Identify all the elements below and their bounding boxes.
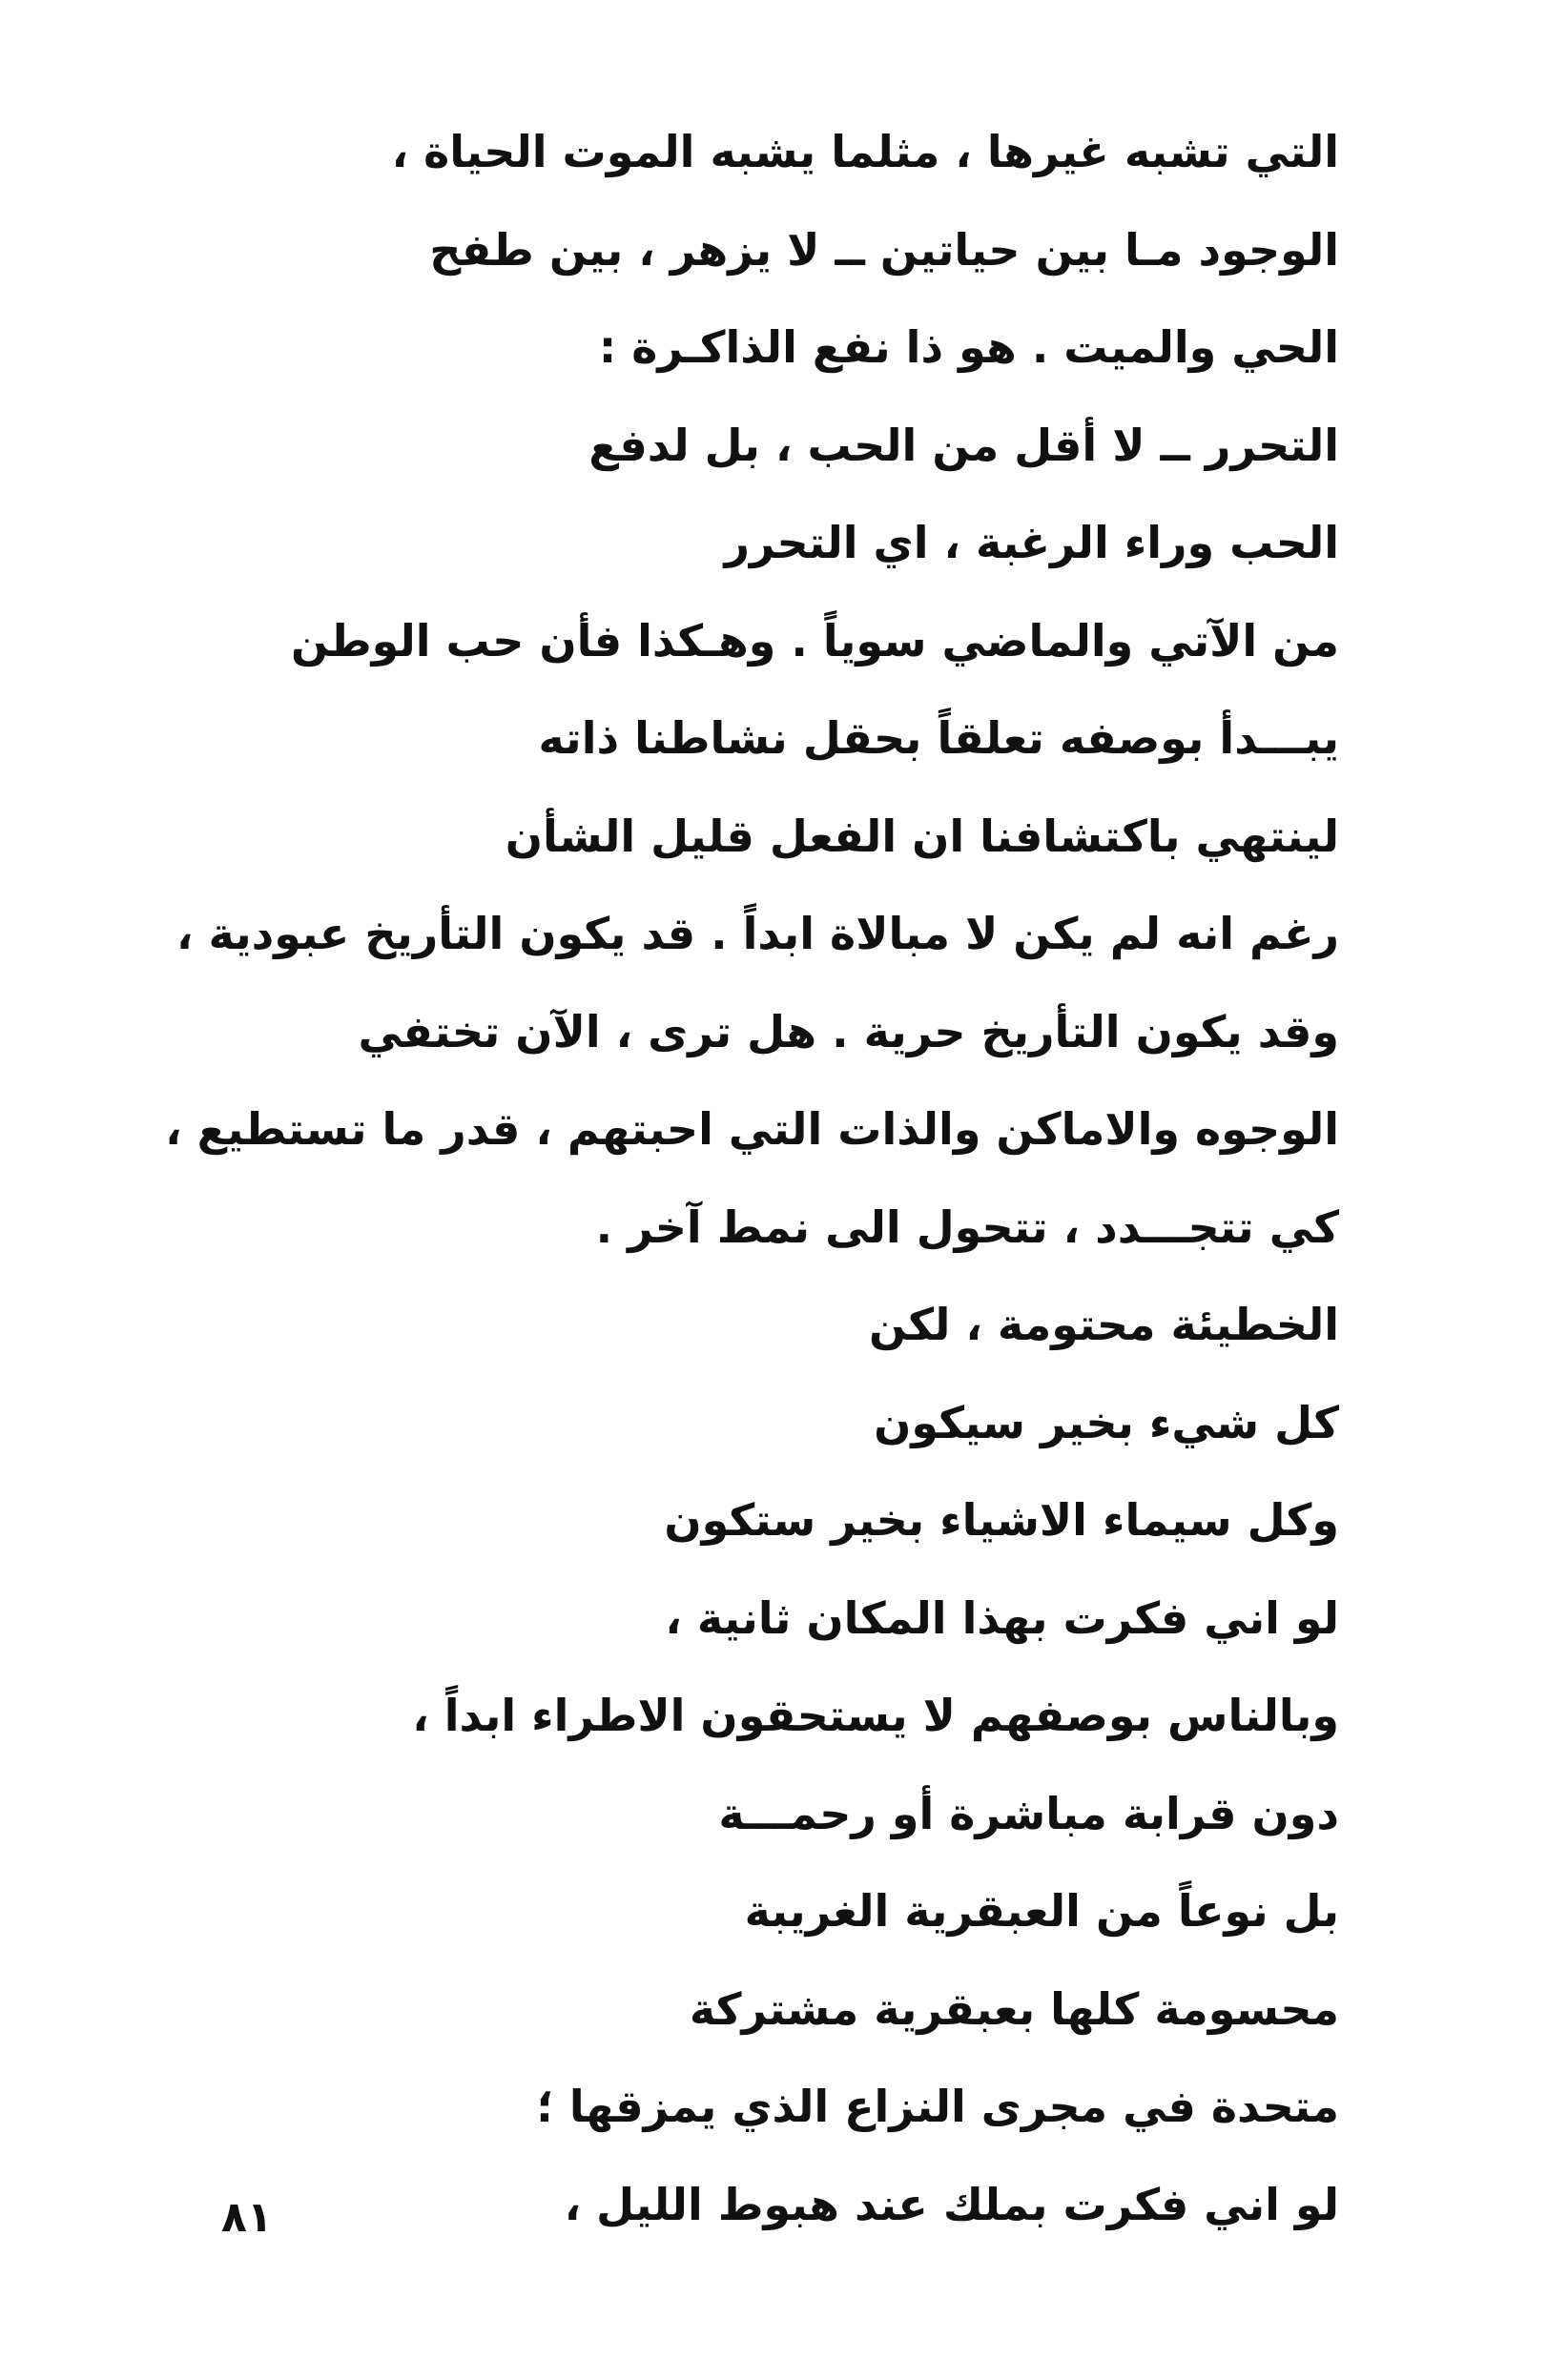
- poem-line: بل نوعاً من العبقرية الغريبة: [744, 1885, 1339, 1937]
- poem-line: محسومة كلها بعبقرية مشتركة: [689, 1982, 1339, 2035]
- poem-line: التحرر ــ لا أقل من الحب ، بل لدفع: [588, 419, 1339, 471]
- poem-line: من الآتي والماضي سوياً . وهـكذا فأن حب الوطن: [290, 614, 1339, 667]
- poem-line: دون قرابة مباشرة أو رحمـــة: [718, 1787, 1339, 1839]
- poem-line: وقد يكون التأريخ حرية . هل ترى ، الآن تختفي: [358, 1005, 1339, 1057]
- poem-line: لينتهي باكتشافنا ان الفعل قليل الشأن: [505, 810, 1339, 862]
- poem-line: يبـــدأ بوصفه تعلقاً بحقل نشاطنا ذاته: [538, 712, 1339, 764]
- poem-line: الوجوه والاماكن والذات التي احبتهم ، قدر ما تستطيع ،: [165, 1103, 1339, 1155]
- poem-line: الخطيئة محتومة ، لكن: [868, 1299, 1339, 1350]
- poem-line: الوجود مـا بين حياتين ــ لا يزهر ، بين طفح: [429, 223, 1339, 276]
- page-number: ٨١: [221, 2193, 273, 2242]
- poem-line: وبالناس بوصفهم لا يستحقون الاطراء ابداً ،: [412, 1690, 1339, 1741]
- poem-line: الحب وراء الرغبة ، اي التحرر: [724, 517, 1339, 568]
- poem-text: [165, 103, 1339, 2253]
- poem-line: لو اني فكرت بهذا المكان ثانية ،: [665, 1591, 1339, 1644]
- poem-line: كي تتجـــدد ، تتحول الى نمط آخر .: [595, 1200, 1339, 1253]
- poem-line: متحدة في مجرى النزاع الذي يمزقها ؛: [536, 2081, 1339, 2132]
- poem-line: لو اني فكرت بملك عند هبوط الليل ،: [564, 2178, 1339, 2230]
- poem-line: رغم انه لم يكن لا مبالاة ابداً . قد يكون التأريخ عبودية ،: [176, 908, 1339, 959]
- poem-line: كل شيء بخير سيكون: [874, 1396, 1339, 1448]
- poem-line: التي تشبه غيرها ، مثلما يشبه الموت الحياة ،: [391, 126, 1339, 177]
- poem-line: الحي والميت . هو ذا نفع الذاكـرة :: [598, 321, 1339, 373]
- poem-line: وكل سيماء الاشياء بخير ستكون: [664, 1494, 1339, 1546]
